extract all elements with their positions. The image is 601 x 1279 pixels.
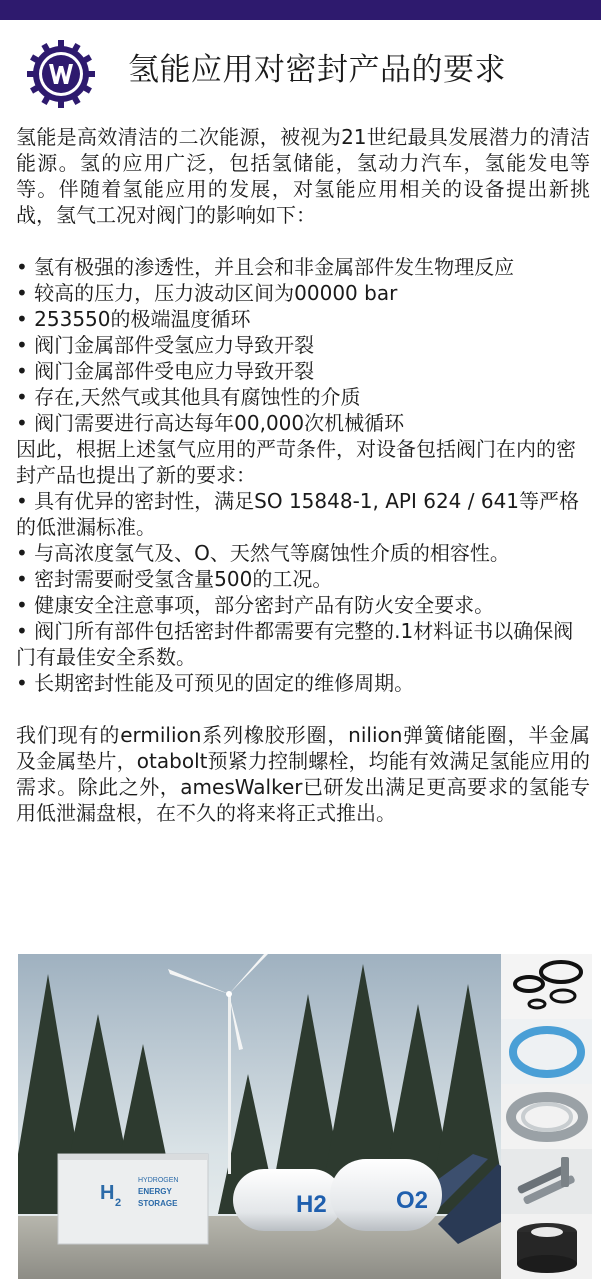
page-title: 氢能应用对密封产品的要求 <box>128 52 506 88</box>
list-item: • 与高浓度氢气及、O、天然气等腐蚀性介质的相容性。 <box>16 541 510 565</box>
company-logo <box>27 40 95 108</box>
list-item: • 阀门金属部件受电应力导致开裂 <box>16 359 315 383</box>
list-item: • 阀门所有部件包括密封件都需要有完整的.1材料证书以确保阀门有最佳安全系数。 <box>16 619 574 669</box>
o-rings-thumbnail <box>501 954 592 1019</box>
article-body <box>16 124 590 826</box>
oxygen-tank <box>330 1159 442 1231</box>
list-item: • 存在,天然气或其他具有腐蚀性的介质 <box>16 385 361 409</box>
list-item: • 健康安全注意事项，部分密封产品有防火安全要求。 <box>16 593 495 617</box>
list-item: • 阀门金属部件受氢应力导致开裂 <box>16 333 315 357</box>
requirements-intro: 因此，根据上述氢气应用的严苛条件，对设备包括阀门在内的密封产品也提出了新的要求： <box>16 437 576 487</box>
container-text-energy: ENERGY <box>138 1187 172 1196</box>
paragraph-spacer <box>16 228 590 254</box>
container-text-hydrogen: HYDROGEN <box>138 1177 179 1184</box>
list-item: • 具有优异的密封性，满足SO 15848-1, API 624 / 641等严格的低泄漏标准。 <box>16 489 580 539</box>
bolts-thumbnail <box>501 1149 592 1214</box>
container-h2-subscript: 2 <box>115 1197 122 1209</box>
challenge-list <box>16 254 590 436</box>
container-text-storage: STORAGE <box>138 1199 178 1208</box>
hydrogen-tank <box>233 1169 343 1231</box>
spring-energized-seal-thumbnail <box>501 1019 592 1084</box>
spiral-wound-gasket-thumbnail <box>501 1084 592 1149</box>
container-h2-mark: H <box>100 1182 115 1204</box>
top-banner-bar <box>0 0 601 20</box>
seal-products-column <box>501 954 592 1279</box>
storage-container <box>58 1154 208 1244</box>
list-item: • 氢有极强的渗透性，并且会和非金属部件发生物理反应 <box>16 255 515 279</box>
list-item: • 长期密封性能及可预见的固定的维修周期。 <box>16 671 415 695</box>
closing-paragraph: 我们现有的ermilion系列橡胶形圈，nilion弹簧储能圈，半金属及金属垫片，otabolt预紧力控制螺栓，均能有效满足氢能应用的需求。除此之外，amesWalker已研发出满足更高要求的氢能专用低泄漏盘根，在不久的将来将正式推出。 <box>16 723 590 825</box>
hydrogen-energy-image <box>18 954 592 1279</box>
list-item: • 阀门需要进行高达每年00,000次机械循环 <box>16 411 405 435</box>
tank-label-o2: O2 <box>396 1187 429 1214</box>
list-item: • 253550的极端温度循环 <box>16 307 251 331</box>
paragraph-spacer <box>16 696 590 722</box>
hydrogen-storage-scene <box>18 954 501 1279</box>
packing-rings-thumbnail <box>501 1214 592 1279</box>
tank-label-h2: H2 <box>296 1191 327 1218</box>
intro-paragraph: 氢能是高效清洁的二次能源，被视为21世纪最具发展潜力的清洁能源。氢的应用广泛，包括氢储能，氢动力汽车，氢能发电等等。伴随着氢能应用的发展，对氢能应用相关的设备提出新挑战，氢气工况对阀门的影响如下： <box>16 125 590 227</box>
requirement-list <box>16 488 590 696</box>
list-item: • 密封需要耐受氢含量500的工况。 <box>16 567 333 591</box>
list-item: • 较高的压力，压力波动区间为00000 bar <box>16 281 398 305</box>
